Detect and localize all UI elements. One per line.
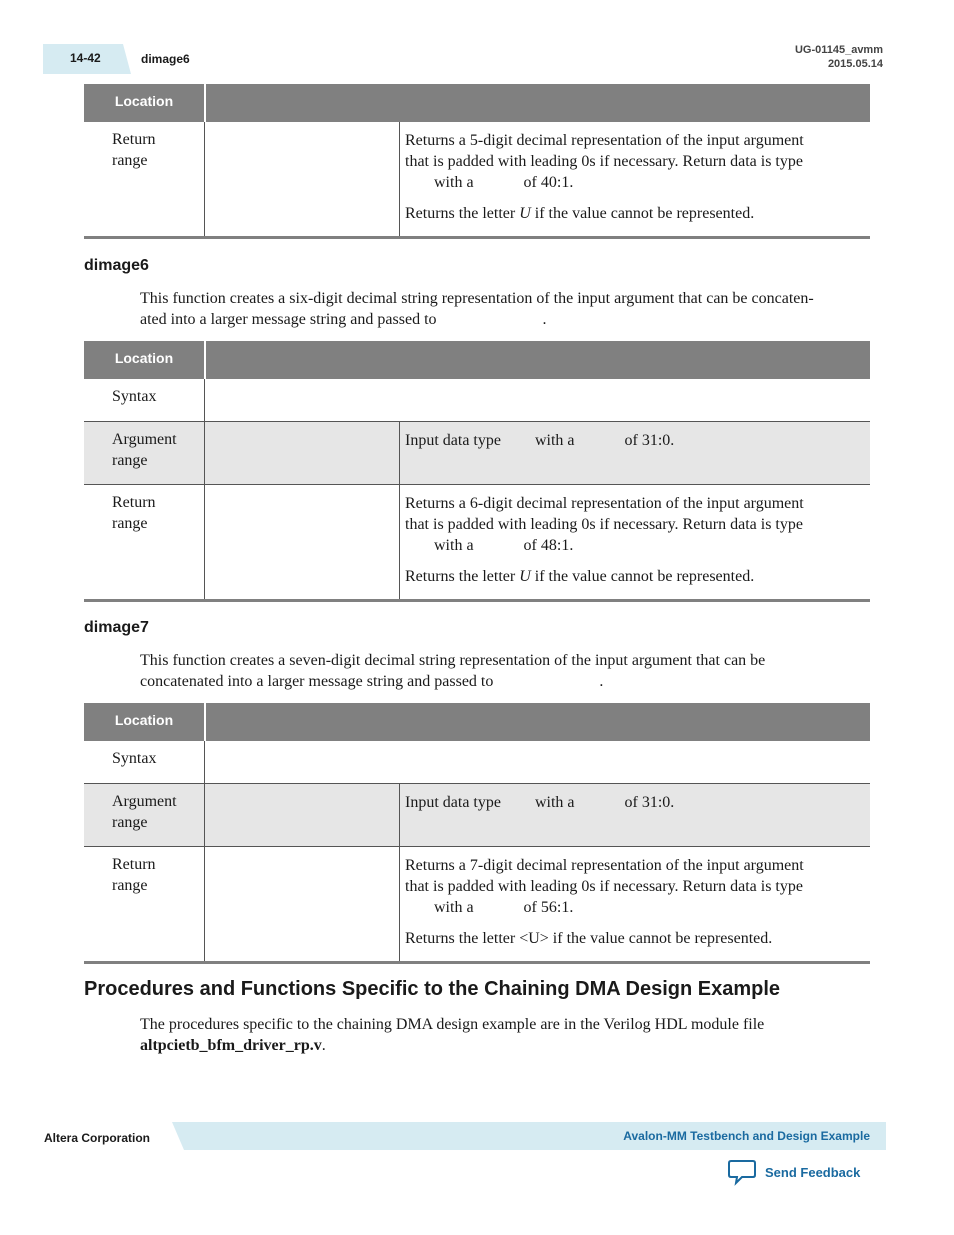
table-header bbox=[84, 703, 870, 741]
return-range-row bbox=[84, 122, 870, 239]
doc-date: 2015.05.14 bbox=[827, 58, 883, 70]
running-section-title: dimage6 bbox=[141, 52, 190, 66]
doc-id: UG-01145_avmm bbox=[794, 44, 883, 56]
empty-cell bbox=[205, 485, 400, 599]
row-label: Argument range bbox=[84, 784, 205, 846]
return-note: Returns the letter U if the value cannot be represented. bbox=[405, 205, 755, 222]
procedures-description: The procedures specific to the chaining DMA design example are in the Verilog HDL module file altpcietb_bfm_driver_rp.v. bbox=[140, 1016, 765, 1054]
dimage6-description: This function creates a six-digit decimal string representation of the input argument that can be concaten- ated into a larger message string and passed to . bbox=[140, 290, 814, 328]
row-description: Returns a 7-digit decimal representation of the input argument that is padded with leading 0s if necessary. Return data is type with a of 56:1. Returns the letter <U> if the value cannot be represented. bbox=[400, 847, 870, 961]
header-location: Location bbox=[84, 703, 206, 741]
empty-cell bbox=[205, 847, 400, 961]
row-description: Input data type with a of 31:0. bbox=[405, 432, 675, 449]
file-name: altpcietb_bfm_driver_rp.v bbox=[140, 1037, 322, 1054]
row-description: Returns a 5-digit decimal representation of the input argument that is padded with leading 0s if necessary. Return data is type with a of 40:1. Returns the letter U if the value cannot be represented. bbox=[400, 122, 870, 236]
argument-range-row bbox=[84, 784, 870, 847]
row-label: Syntax bbox=[84, 379, 205, 421]
return-note: Returns the letter U if the value cannot be represented. bbox=[405, 568, 755, 585]
dimage5-table-continued bbox=[84, 84, 870, 239]
send-feedback-link[interactable] bbox=[728, 1158, 860, 1186]
dimage6-table bbox=[84, 341, 870, 602]
page-number: 14-42 bbox=[70, 51, 101, 65]
table-header bbox=[84, 341, 870, 379]
return-note: Returns the letter <U> if the value cannot be represented. bbox=[405, 930, 773, 947]
feedback-bubble-icon bbox=[728, 1158, 756, 1186]
empty-cell bbox=[205, 741, 870, 783]
row-label: Return range bbox=[84, 485, 205, 599]
syntax-row bbox=[84, 741, 870, 784]
row-label: Syntax bbox=[84, 741, 205, 783]
empty-cell bbox=[205, 122, 400, 236]
send-feedback-label[interactable]: Send Feedback bbox=[765, 1164, 861, 1180]
procedures-heading: Procedures and Functions Specific to the Chaining DMA Design Example bbox=[84, 978, 781, 1000]
header-location: Location bbox=[84, 341, 206, 379]
header-location: Location bbox=[84, 84, 206, 122]
dimage6-heading: dimage6 bbox=[84, 257, 149, 274]
empty-cell bbox=[205, 422, 400, 484]
row-description: Returns a 6-digit decimal representation of the input argument that is padded with leading 0s if necessary. Return data is type with a of 48:1. Returns the letter U if the value cannot be represented. bbox=[400, 485, 870, 599]
argument-range-row bbox=[84, 422, 870, 485]
syntax-row bbox=[84, 379, 870, 422]
dimage7-table bbox=[84, 703, 870, 964]
return-range-row bbox=[84, 847, 870, 964]
return-range-row bbox=[84, 485, 870, 602]
row-label: Return range bbox=[84, 122, 205, 236]
empty-cell bbox=[205, 379, 870, 421]
footer-company: Altera Corporation bbox=[44, 1131, 151, 1145]
footer-doc-title[interactable]: Avalon-MM Testbench and Design Example bbox=[623, 1129, 870, 1143]
row-description: Input data type with a of 31:0. bbox=[405, 794, 675, 811]
empty-cell bbox=[205, 784, 400, 846]
dimage7-description: This function creates a seven-digit decimal string representation of the input argument that can be concatenated into a larger message string and passed to . bbox=[140, 652, 766, 690]
row-label: Return range bbox=[84, 847, 205, 961]
row-label: Argument range bbox=[84, 422, 205, 484]
dimage7-heading: dimage7 bbox=[84, 619, 149, 636]
doc-id-block bbox=[795, 43, 883, 71]
table-header bbox=[84, 84, 870, 122]
